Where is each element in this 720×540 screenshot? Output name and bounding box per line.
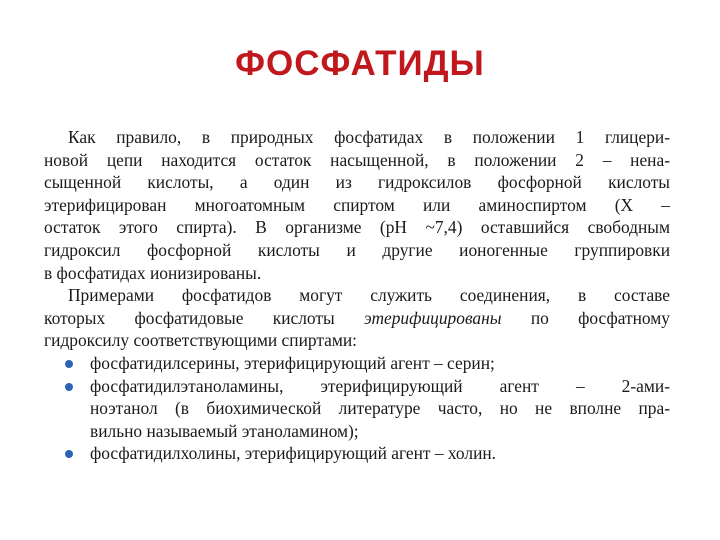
paragraph-line: в фосфатидах ионизированы. — [44, 262, 262, 283]
text-run: по фосфатному — [530, 307, 670, 328]
paragraph-line: гидроксил фосфорной кислоты и другие ионогенные группировки — [44, 239, 670, 260]
paragraph-line: Как правило, в природных фосфатидах в положении 1 глицери- — [68, 127, 670, 147]
paragraph-line: сыщенной кислоты, а один из гидроксилов фосфорной кислоты — [44, 172, 670, 193]
list-item-text: ноэтанол (в биохимической литературе часто, но не вполне пра- — [90, 398, 670, 419]
list-item-text: фосфатидилэтаноламины, этерифицирующий агент – 2-ами- — [90, 375, 670, 396]
list-item — [44, 442, 670, 465]
bullet-icon — [65, 383, 73, 391]
paragraph-line: Примерами фосфатидов могут служить соединения, в составе — [68, 285, 670, 306]
page-title: ФОСФАТИДЫ — [235, 44, 485, 83]
list-item-text: фосфатидилхолины, этерифицирующий агент – холин. — [90, 443, 497, 464]
list-item — [44, 375, 670, 398]
paragraph-line — [44, 307, 670, 330]
bullet-icon — [65, 360, 73, 368]
list-item-text: вильно называемый этаноламином); — [90, 420, 359, 441]
emphasized-term: этерифицированы — [364, 307, 502, 328]
paragraph-line: гидроксилу соответствующими спиртами: — [44, 330, 358, 351]
list-item — [44, 352, 670, 375]
text-run: которых фосфатидовые кислоты — [44, 307, 335, 328]
bullet-icon — [65, 450, 73, 458]
body-text — [44, 126, 670, 465]
paragraph-line: остаток этого спирта). В организме (pH ~7,4) оставшийся свободным — [44, 217, 670, 238]
paragraph-line: этерифицирован многоатомным спиртом или аминоспиртом (X – — [44, 194, 670, 215]
list-item-text: фосфатидилсерины, этерифицирующий агент – серин; — [90, 352, 495, 373]
paragraph-line: новой цепи находится остаток насыщенной, в положении 2 – нена- — [44, 149, 670, 170]
